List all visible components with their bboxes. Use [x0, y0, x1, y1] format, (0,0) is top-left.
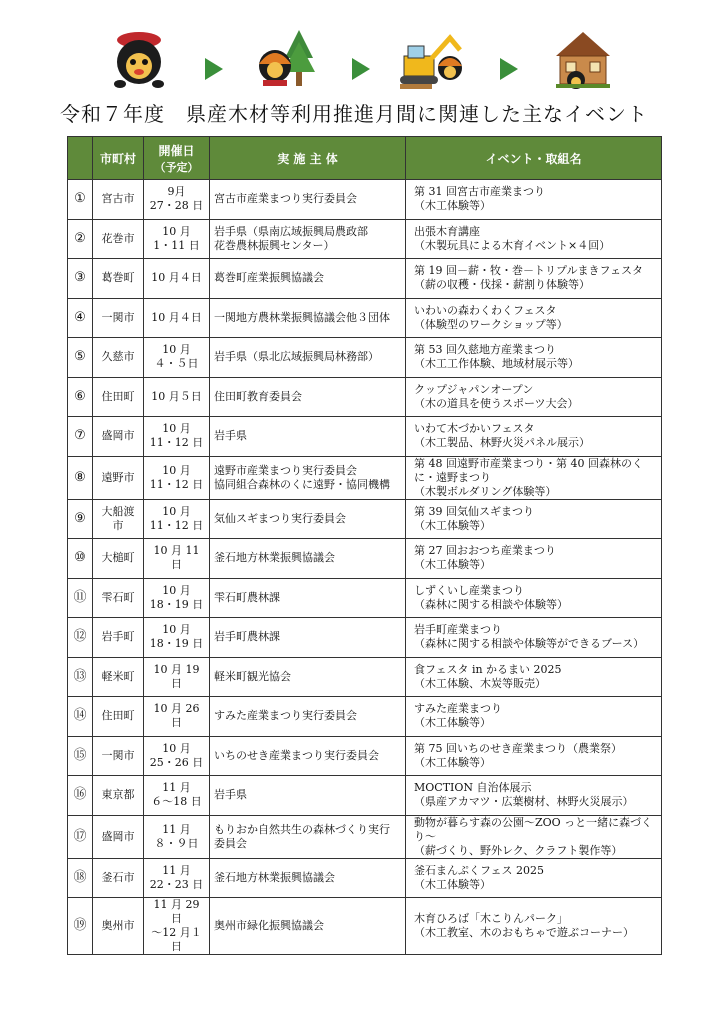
- mascot-tree-icon: [255, 28, 317, 90]
- row-town: 奥州市: [93, 898, 144, 955]
- row-organizer: [210, 657, 406, 697]
- table-row: [68, 898, 662, 955]
- row-date-line2: ８・９日: [154, 836, 199, 850]
- table-row: [68, 298, 662, 338]
- row-number: ⑦: [68, 417, 93, 457]
- row-town: 一関市: [93, 298, 144, 338]
- row-event-line2: （木製玩具による木育イベント×４回）: [414, 238, 611, 252]
- row-organizer: [210, 259, 406, 299]
- row-event: [406, 499, 662, 539]
- row-organizer-line1: 岩手県: [214, 788, 247, 802]
- row-event-line1: 動物が暮らす森の公園～ZOO っと一緒に森づくり～: [414, 815, 653, 843]
- row-organizer-line1: 遠野市産業まつり実行委員会: [214, 463, 357, 477]
- row-number: ⑮: [68, 736, 93, 776]
- row-event-line1: 岩手町産業まつり: [414, 623, 502, 637]
- row-date: [144, 578, 210, 618]
- row-event: [406, 657, 662, 697]
- header-organizer: 実 施 主 体: [210, 137, 406, 180]
- row-date-line1: 10 月４日: [151, 310, 202, 324]
- row-organizer-line1: もりおか自然共生の森林づくり実行: [214, 822, 390, 836]
- row-event-line3: （木製ボルダリング体験等）: [414, 484, 557, 498]
- row-town: 軽米町: [93, 657, 144, 697]
- row-date: [144, 618, 210, 658]
- row-organizer: [210, 697, 406, 737]
- row-date: [144, 657, 210, 697]
- row-town: 大槌町: [93, 539, 144, 579]
- row-event-line2: （県産アカマツ・広葉樹材、林野火災展示）: [414, 795, 634, 809]
- row-organizer: [210, 219, 406, 259]
- row-organizer-line1: 一関地方農林業振興協議会他３団体: [214, 310, 390, 324]
- row-date-line1: 10 月: [162, 504, 191, 518]
- row-date-line1: 10 月: [162, 343, 191, 357]
- row-date: [144, 180, 210, 220]
- row-event-line2: に・遠野まつり: [414, 470, 491, 484]
- row-date: [144, 539, 210, 579]
- row-date-line2: ４・５日: [154, 357, 199, 371]
- row-date-line2: 11・12 日: [149, 477, 204, 491]
- row-event: [406, 417, 662, 457]
- row-date: [144, 697, 210, 737]
- row-organizer-line1: 葛巻町産業振興協議会: [214, 271, 324, 285]
- row-organizer-line2: 委員会: [214, 836, 247, 850]
- row-date-line1: 9月: [167, 185, 186, 199]
- row-date: [144, 377, 210, 417]
- row-event-line2: （木の道具を使うスポーツ大会）: [414, 396, 579, 410]
- table-row: [68, 657, 662, 697]
- table-row: [68, 417, 662, 457]
- row-number: ⑧: [68, 456, 93, 499]
- row-date: [144, 815, 210, 858]
- row-date-line1: 10 月５日: [151, 389, 202, 403]
- row-number: ⑯: [68, 776, 93, 816]
- arrow-right-icon: [205, 58, 223, 80]
- table-row: [68, 377, 662, 417]
- row-organizer: [210, 736, 406, 776]
- header-event: イベント・取組名: [406, 137, 662, 180]
- row-date-line1: 11 月: [162, 863, 191, 877]
- row-date-line1: 10 月４日: [151, 271, 202, 285]
- row-date-line2: 25・26 日: [149, 755, 204, 769]
- row-organizer-line1: 雫石町農林課: [214, 590, 280, 604]
- row-town: 久慈市: [93, 338, 144, 378]
- row-organizer-line2: 協同組合森林のくに遠野・協同機構: [214, 477, 390, 491]
- table-row: [68, 180, 662, 220]
- row-number: ⑤: [68, 338, 93, 378]
- table-row: [68, 259, 662, 299]
- header-illustrations: [0, 28, 724, 98]
- row-event-line2: （木工体験等）: [414, 755, 491, 769]
- row-date-line1: 10 月: [162, 741, 191, 755]
- row-date-line1: 11 月: [162, 822, 191, 836]
- row-event: [406, 180, 662, 220]
- table-row: [68, 539, 662, 579]
- row-number: ⑫: [68, 618, 93, 658]
- row-organizer: [210, 815, 406, 858]
- row-event: [406, 776, 662, 816]
- row-date-line1: 11 月 29 日: [153, 898, 200, 925]
- row-date: [144, 456, 210, 499]
- row-town: 花巻市: [93, 219, 144, 259]
- row-organizer: [210, 377, 406, 417]
- row-number: ①: [68, 180, 93, 220]
- row-town: 盛岡市: [93, 417, 144, 457]
- row-number: ③: [68, 259, 93, 299]
- row-event: [406, 736, 662, 776]
- table-row: [68, 618, 662, 658]
- row-event-line1: 第 75 回いちのせき産業まつり（農業祭）: [414, 741, 622, 755]
- row-date-line2: 18・19 日: [149, 597, 204, 611]
- row-organizer: [210, 776, 406, 816]
- table-row: [68, 736, 662, 776]
- row-event-line1: 第 27 回おおつち産業まつり: [414, 544, 556, 558]
- row-number: ⑩: [68, 539, 93, 579]
- row-number: ⑪: [68, 578, 93, 618]
- row-event-line2: （木工体験等）: [414, 199, 491, 213]
- row-organizer: [210, 539, 406, 579]
- row-organizer: [210, 180, 406, 220]
- row-date-line1: 10 月: [162, 463, 191, 477]
- row-town: 宮古市: [93, 180, 144, 220]
- row-event-line2: （木工体験等）: [414, 518, 491, 532]
- row-organizer-line1: 岩手県: [214, 429, 247, 443]
- row-event-line1: 食フェスタ in かるまい 2025: [414, 662, 562, 676]
- row-date-line2: 27・28 日: [149, 199, 204, 213]
- row-event: [406, 539, 662, 579]
- row-organizer: [210, 898, 406, 955]
- row-number: ⑥: [68, 377, 93, 417]
- row-event-line2: （木工体験等）: [414, 716, 491, 730]
- row-event-line1: いわて木づかいフェスタ: [414, 422, 535, 436]
- row-organizer-line1: すみた産業まつり実行委員会: [214, 709, 357, 723]
- table-row: [68, 697, 662, 737]
- row-date-line1: 10 月 19 日: [153, 662, 200, 690]
- row-event: [406, 219, 662, 259]
- row-date-line2: ～12 月１日: [151, 926, 202, 953]
- events-table: [67, 136, 662, 955]
- row-organizer: [210, 338, 406, 378]
- row-event-line2: （森林に関する相談や体験等ができるブース）: [414, 637, 645, 651]
- row-date-line1: 11 月: [162, 781, 191, 795]
- row-date-line1: 10 月: [162, 623, 191, 637]
- arrow-right-icon: [500, 58, 518, 80]
- row-organizer: [210, 618, 406, 658]
- row-event: [406, 259, 662, 299]
- row-organizer: [210, 578, 406, 618]
- row-organizer-line1: 岩手県（県南広域振興局農政部: [214, 224, 368, 238]
- table-row: [68, 815, 662, 858]
- row-event-line2: （木工体験等）: [414, 877, 491, 891]
- row-town: 雫石町: [93, 578, 144, 618]
- row-organizer-line1: 気仙スギまつり実行委員会: [214, 511, 346, 525]
- row-town: 住田町: [93, 697, 144, 737]
- row-event-line1: 釜石まんぷくフェス 2025: [414, 863, 544, 877]
- row-number: ⑰: [68, 815, 93, 858]
- row-event-line1: 第 48 回遠野市産業まつり・第 40 回森林のく: [414, 456, 643, 470]
- row-number: ⑲: [68, 898, 93, 955]
- row-town: 岩手町: [93, 618, 144, 658]
- row-number: ②: [68, 219, 93, 259]
- header-date: [144, 137, 210, 180]
- row-date-line2: 11・12 日: [149, 436, 204, 450]
- row-event: [406, 898, 662, 955]
- row-event-line1: いわいの森わくわくフェスタ: [414, 303, 557, 317]
- row-organizer-line1: 軽米町観光協会: [214, 669, 291, 683]
- row-date: [144, 417, 210, 457]
- row-event: [406, 338, 662, 378]
- row-date-line1: 10 月: [162, 422, 191, 436]
- row-organizer-line1: 釜石地方林業振興協議会: [214, 870, 335, 884]
- row-event: [406, 298, 662, 338]
- row-organizer: [210, 858, 406, 898]
- row-number: ⑬: [68, 657, 93, 697]
- row-town: 東京都: [93, 776, 144, 816]
- row-organizer: [210, 456, 406, 499]
- row-date-line2: ６～18 日: [151, 795, 202, 809]
- row-number: ⑱: [68, 858, 93, 898]
- row-event-line2: （体験型のワークショップ等）: [414, 317, 568, 331]
- row-event-line1: 木育ひろば「木こりんパーク」: [414, 912, 568, 925]
- row-organizer-line1: 岩手県（県北広域振興局林務部）: [214, 350, 379, 364]
- row-event: [406, 697, 662, 737]
- row-date: [144, 259, 210, 299]
- table-row: [68, 776, 662, 816]
- header-town: 市町村: [93, 137, 144, 180]
- row-event: [406, 377, 662, 417]
- row-organizer-line1: 奥州市緑化振興協議会: [214, 919, 324, 932]
- header-date-sub: （予定）: [154, 160, 199, 174]
- row-organizer: [210, 298, 406, 338]
- row-event-line1: MOCTION 自治体展示: [414, 781, 532, 795]
- table-row: [68, 578, 662, 618]
- mascot-house-icon: [552, 28, 614, 90]
- row-town: 遠野市: [93, 456, 144, 499]
- row-event-line1: 第 31 回宮古市産業まつり: [414, 185, 545, 199]
- row-date-line2: 11・12 日: [149, 518, 204, 532]
- row-event: [406, 456, 662, 499]
- row-event: [406, 858, 662, 898]
- row-event-line1: すみた産業まつり: [414, 702, 502, 716]
- row-town: 一関市: [93, 736, 144, 776]
- row-event-line2: （薪の収穫・伐採・薪割り体験等）: [414, 278, 590, 292]
- table-row: [68, 219, 662, 259]
- row-date-line2: 22・23 日: [149, 877, 204, 891]
- row-number: ⑭: [68, 697, 93, 737]
- mascot-excavator-icon: [398, 28, 466, 90]
- row-date-line1: 10 月: [162, 583, 191, 597]
- row-town: 盛岡市: [93, 815, 144, 858]
- row-number: ⑨: [68, 499, 93, 539]
- arrow-right-icon: [352, 58, 370, 80]
- row-organizer-line1: 岩手町農林課: [214, 630, 280, 644]
- row-event-line1: 第 19 回－薪・牧・巻－トリプルまきフェスタ: [414, 264, 643, 278]
- row-town: 住田町: [93, 377, 144, 417]
- row-organizer: [210, 499, 406, 539]
- row-date-line1: 10 月 26 日: [153, 702, 200, 730]
- row-event: [406, 578, 662, 618]
- table-row: [68, 499, 662, 539]
- row-organizer-line1: 釜石地方林業振興協議会: [214, 551, 335, 565]
- table-row: [68, 338, 662, 378]
- row-organizer-line1: 住田町教育委員会: [214, 389, 302, 403]
- row-event-line2: （木工体験、木炭等販売）: [414, 676, 546, 690]
- row-date-line2: 1・11 日: [153, 238, 200, 252]
- row-date: [144, 219, 210, 259]
- row-organizer-line2: 花巻農林振興センター）: [214, 238, 335, 252]
- row-town: 大船渡市: [93, 499, 144, 539]
- row-organizer: [210, 417, 406, 457]
- row-event-line2: （木工教室、木のおもちゃで遊ぶコーナー）: [414, 926, 634, 939]
- page-title: 令和７年度 県産木材等利用推進月間に関連した主なイベント: [60, 102, 648, 126]
- row-date: [144, 898, 210, 955]
- row-town: 葛巻町: [93, 259, 144, 299]
- table-row: [68, 858, 662, 898]
- row-event-line1: 第 39 回気仙スギまつり: [414, 504, 534, 518]
- row-event-line1: 出張木育講座: [414, 224, 480, 238]
- header-date-label: 開催日: [158, 143, 195, 158]
- row-event-line2: （木工製品、林野火災パネル展示）: [414, 436, 590, 450]
- header-number: [68, 137, 93, 180]
- row-organizer-line1: いちのせき産業まつり実行委員会: [214, 748, 379, 762]
- row-date: [144, 499, 210, 539]
- table-body: [68, 180, 662, 955]
- row-organizer-line1: 宮古市産業まつり実行委員会: [214, 192, 357, 206]
- mascot-face-icon: [108, 28, 170, 90]
- row-date: [144, 776, 210, 816]
- row-date: [144, 736, 210, 776]
- row-event-line2: （森林に関する相談や体験等）: [414, 597, 568, 611]
- row-event-line2: （薪づくり、野外レク、クラフト製作等）: [414, 843, 623, 857]
- row-date: [144, 858, 210, 898]
- row-event-line1: 第 53 回久慈地方産業まつり: [414, 343, 556, 357]
- row-event: [406, 618, 662, 658]
- row-date-line1: 10 月 11 日: [153, 544, 200, 572]
- row-event-line2: （木工工作体験、地域材展示等）: [414, 357, 579, 371]
- row-date: [144, 298, 210, 338]
- row-date-line2: 18・19 日: [149, 637, 204, 651]
- row-date: [144, 338, 210, 378]
- row-number: ④: [68, 298, 93, 338]
- row-event-line1: クップジャパンオープン: [414, 382, 534, 396]
- row-event-line1: しずくいし産業まつり: [414, 583, 524, 597]
- table-header-row: [68, 137, 662, 180]
- table-row: [68, 456, 662, 499]
- row-event: [406, 815, 662, 858]
- row-town: 釜石市: [93, 858, 144, 898]
- row-date-line1: 10 月: [162, 224, 191, 238]
- row-event-line2: （木工体験等）: [414, 558, 491, 572]
